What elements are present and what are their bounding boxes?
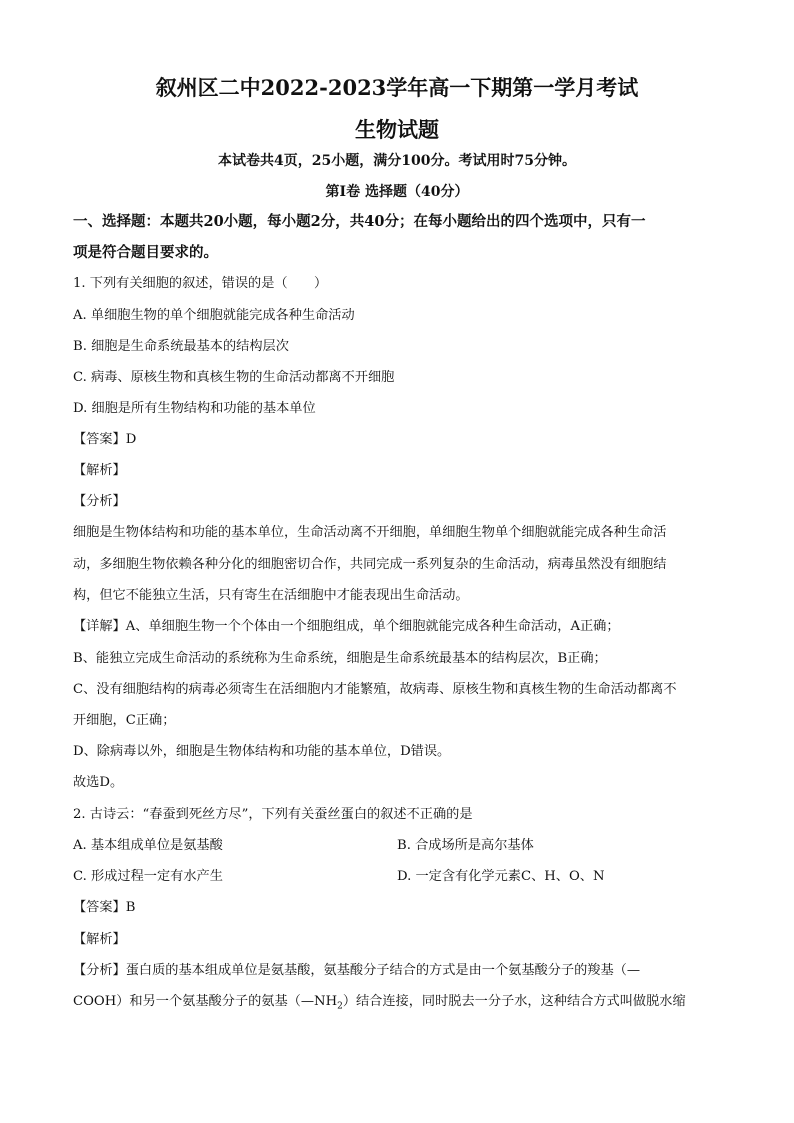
q1-option-b: B. 细胞是生命系统最基本的结构层次 [73,339,289,354]
q2-answer: 【答案】B [73,900,136,915]
q1-detail-line: D、除病毒以外，细胞是生物体结构和功能的基本单位，D错误。 [73,744,451,759]
q2-fenxi-part: ）结合连接，同时脱去一分子水，这种结合方式叫做脱水缩 [342,994,686,1009]
q1-option-c: C. 病毒、原核生物和真核生物的生命活动都离不开细胞 [73,370,395,385]
q2-stem: 2. 古诗云：“春蚕到死丝方尽”，下列有关蚕丝蛋白的叙述不正确的是 [73,807,473,822]
q2-fenxi-part: COOH）和另一个氨基酸分子的氨基（—NH [73,994,338,1009]
section-heading: 第Ⅰ卷 选择题（40分） [325,184,469,200]
instructions-line-2: 项是符合题目要求的。 [73,244,218,261]
q2-option-a: A. 基本组成单位是氨基酸 [73,838,223,853]
q1-detail-line: B、能独立完成生命活动的系统称为生命系统，细胞是生命系统最基本的结构层次，B正确； [73,651,607,666]
q1-fenxi-line: 构，但它不能独立生活，只有寄生在活细胞中才能表现出生命活动。 [73,588,469,603]
q1-fenxi-line: 细胞是生物体结构和功能的基本单位，生命活动离不开细胞，单细胞生物单个细胞就能完成各种生命活 [73,525,667,540]
q1-detail-line: 【详解】A、单细胞生物一个个体由一个细胞组成，单个细胞就能完成各种生命活动，A正确； [73,619,620,634]
q2-fenxi-line: 【分析】蛋白质的基本组成单位是氨基酸，氨基酸分子结合的方式是由一个氨基酸分子的羧基（— [73,963,641,978]
q1-detail-line: 开细胞，C正确； [73,713,176,728]
instructions-line-1: 一、选择题：本题共20小题，每小题2分，共40分；在每小题给出的四个选项中，只有一 [73,213,646,230]
q2-option-c: C. 形成过程一定有水产生 [73,869,223,884]
q2-subscript: 2 [337,1001,343,1012]
q2-fenxi-line [73,992,686,1017]
q2-option-d: D. 一定含有化学元素C、H、O、N [397,869,605,884]
q1-analysis-label: 【解析】 [73,463,126,478]
q2-analysis-label: 【解析】 [73,932,126,947]
exam-title: 叙州区二中2022-2023学年高一下期第一学月考试 [155,75,639,100]
q1-detail-line: C、没有细胞结构的病毒必须寄生在活细胞内才能繁殖，故病毒、原核生物和真核生物的生命活动都离不 [73,682,677,697]
q1-fenxi-line: 动，多细胞生物依赖各种分化的细胞密切合作，共同完成一系列复杂的生命活动，病毒虽然没有细胞结 [73,557,667,572]
exam-info: 本试卷共4页，25小题，满分100分。考试用时75分钟。 [218,153,576,169]
q2-option-b: B. 合成场所是高尔基体 [397,838,534,853]
q1-answer: 【答案】D [73,432,137,447]
subject-title: 生物试题 [355,117,439,142]
q1-stem: 1. 下列有关细胞的叙述，错误的是（ ） [73,276,328,291]
q1-detail-line: 故选D。 [73,775,124,790]
q1-option-a: A. 单细胞生物的单个细胞就能完成各种生命活动 [73,308,355,323]
q1-fenxi-label: 【分析】 [73,494,126,509]
q1-option-d: D. 细胞是所有生物结构和功能的基本单位 [73,401,316,416]
